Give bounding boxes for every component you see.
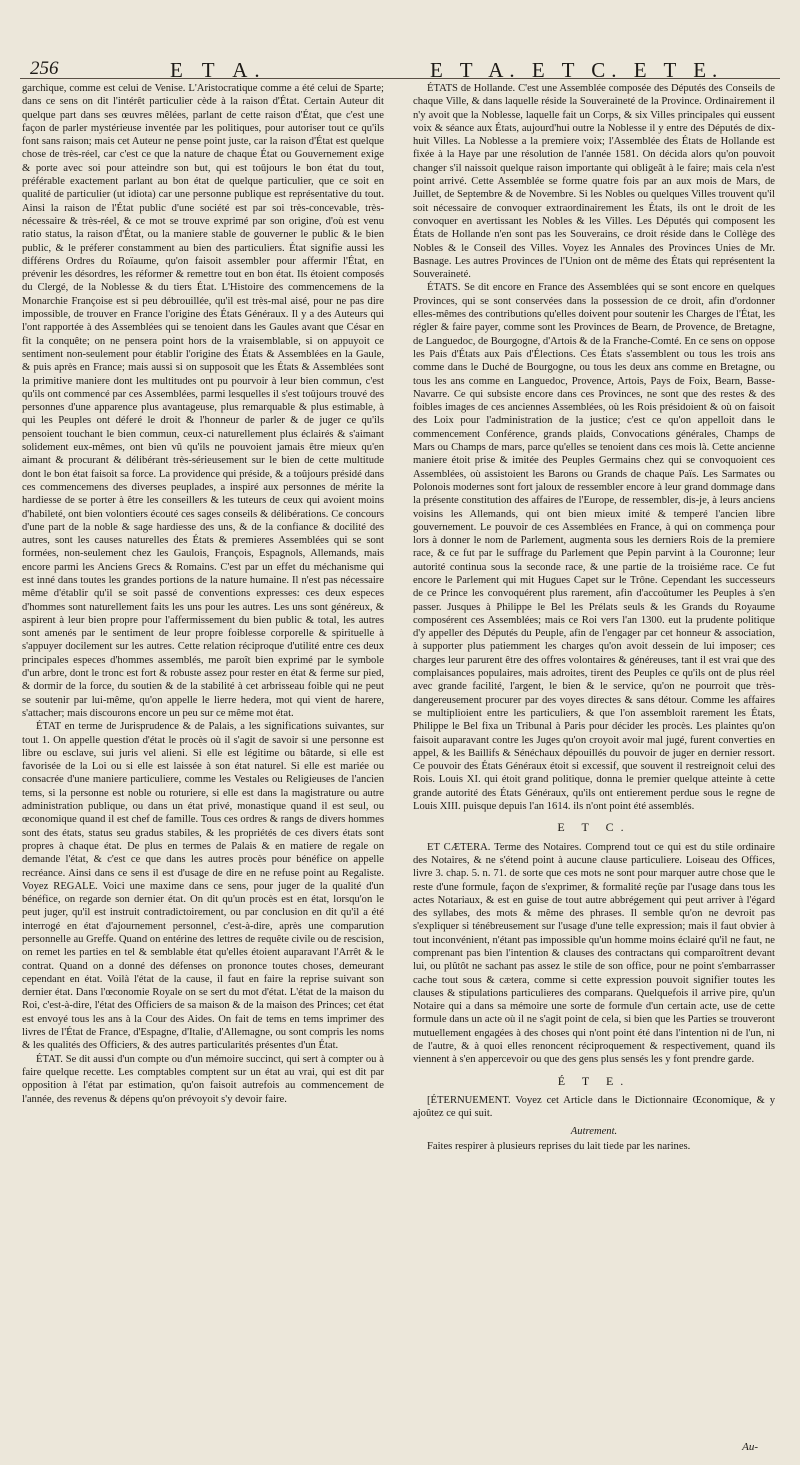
catchword: Au- [742,1441,758,1453]
entry-paragraph: ÉTATS. Se dit encore en France des Assemblées qui se sont encore en quelques Provinces, qui se sont conservées dans la possession de ce droit, afin d'ordonner elles-mêmes des contributions qu'elles doivent pour soutenir les Charges de l'État, les régler & faire payer, comme sont les Provinces de Bearn, de Provence, de Bretagne, de Languedoc, de Bourgogne, d'Artois & de la Franche-Comté. En ce sens on oppose les Pais d'États aux Pais d'Élections. Ces États s'assemblent ou tous les trois ans comme dans le Duché de Bourgogne, ou tous les deux ans comme en Bretagne, ou tous les ans comme en Languedoc, Provence, Artois, Pays de Foix, Bearn, Basse-Navarre. Ce qui subsiste encore dans ces Provinces, ne sont que des restes & des foibles images de ces anciennes Assemblées, où les Rois présidoient & où on faisoit des Loix pour l'administration de la justice; c'est ce qu'on appelloit dans le commencement Conférence, grands plaids, Convocations générales, Champs de Mars ou Champs de mars, parce qu'elles se tenoient dans ces mois là. Cette ancienne maniere étoit prise & imitée des Peuples Germains chez qui se convoquoient ces Assemblées, où assistoient les Barons ou Grands de chaque Païs. Les Sarmates ou Polonois modernes sont fort jaloux de ressembler encore à leur grand dommage dans la présente constitution des affaires de l'Europe, de ressembler, dis-je, à leurs anciens voisins les Allemands, qui ont bien mieux imité & temperé l'ancien libre gouvernement. Le pouvoir de ces Assemblées en France, à qui on commença pour lors à donner le nom de Parlement, augmenta sous les derniers Rois de la premiere race, & ce fut par le suffrage du Parlement que Pepin parvint à la Couronne; leur autorité continua sous la seconde race, & une partie de la troisiéme race. Ce fut encore le Parlement qui mit Hugues Capet sur le Trône. Cependant les successeurs de ce Prince les convoquérent plus rarement, afin d'accoûtumer les Peuples à s'en passer. Jusques à Philippe le Bel les Prélats seuls & les Grands du Royaume composérent ces Assemblées; mais ce Roi vers l'an 1300. eut la prudente politique d'y appeller des Députés du Peuple, afin de l'engager par cet honneur & association, à supporter plus patiemment les charges qu'on avoit dessein de lui imposer; ces charges leur parurent être des offres volontaires & généreuses, tant il est vrai que des complaisances populaires, mais adroites, tirent des Peuples ce qu'ils ont de plus réel avec grande facilité, l'argent, le bien & le service, qu'on ne pourroit que très-dangereusement procurer par des voyes directes & sans détour. Comme les affaires se multiplioient entre les particuliers, & que l'on assembloit rarement les États, Philippe le Bel fixa un Tribunal à Paris pour décider les procès. Les plaintes qu'on faisoit auparavant contre les Juges qu'on croyoit avoir mal jugé, furent converties en appel, & les Baillifs & Sénéchaux dépouillés du pouvoir de juger en dernier ressort. Ce pouvoir des États Généraux étoit si excessif, que souvent il restreignoit celui des Rois. Louis XI. qui étoit grand politique, donna le premier quelque atteinte à cette grande autorité des États Généraux, qu'ils ont entierement perdue sous le regne de Louis XIII. puisque depuis l'an 1614. ils n'ont point été assemblés. [413,282,775,813]
entry-paragraph: garchique, comme est celui de Venise. L'Aristocratique comme a été celui de Sparte; dans ce sens on dit l'intérêt particulier cède à la raison d'État. Certain Auteur dit quelque part dans ses œuvres mêlées, parlant de cette raison d'État, que c'est une façon de parler mystérieuse inventée par les politiques, pour autoriser tout ce qu'ils font sans raison; mais cet Auteur ne pense point juste, car la raison d'État est quelque chose de très-réel, car c'est ce que la nature de chaque État ou Gouvernement exige & porte avec soi pour atteindre son but, qui est toûjours le bon état du tout, préférable exactement parlant au bon état de quelque particulier, que ce soit en qualité de particulier (ut idiota) car une personne publique est représentative du tout. Ainsi la raison de l'État public d'une société est par soi très-concevable, très-nécessaire & très-réel, & ce mot se trouve exprimé par son origine, d'où est venu ratio status, la raison d'État, ou la maniere stable de gouverner le public & le bien public, & le préferer constamment au bien des particuliers. État signifie aussi les différens Ordres du Roïaume, qu'on faisoit assembler pour affermir l'État, en prévenir les désordres, les réformer & remettre tout en bon état. Ils étoient composés du Clergé, de la Noblesse & du tiers État. L'Histoire des commencemens de la Monarchie Françoise est si peu débrouillée, qu'il est très-mal aisé, pour ne pas dire impossible, de trouver en France l'origine des États Généraux. Il y a des Auteurs qui l'ont rapportée à des Assemblées qui se tenoient dans les Gaules avant que César en fit la conquête; on ne pensera point hors de la vraisemblable, si on appuyoit ce sentiment non-seulement pour établir l'origine des États & Assemblées en la Gaule, & puis après en France; mais aussi si on supposoit que les États & Assemblées sont la primitive maniere dont les multitudes ont pu pourvoir à leur bien commun, c'est qu'ils ont commencé par ces Assemblées, parmi lesquelles il s'est toûjours trouvé des personnes d'une apparence plus avantageuse, plus remarquable & plus estimable, à qui les Peuples ont déferé le droit & l'honneur de parler & de juger ce qu'ils pensoient touchant le bien commun, ceux-ci naturellement plus éclairés & s'aimant solidement eux-mêmes, ont bien vû qu'ils ne pouvoient jamais être mieux qu'en aimant & procurant & délibérant très-sérieusement sur le bien de cette multitude dont le bon état faisoit sa force. La providence qui préside, & a toûjours présidé dans ces commencemens des diverses peuplades, a inspiré aux personnes de mérite la hardiesse de se porter à être les conseillers & les tuteurs de ceux qui avoient moins d'habileté, ont bien volontiers écouté ces sages conseils & délibérations. Ce concours d'une part de la noble & sage hardiesse des uns, & de la confiance & docilité des autres, sont les causes naturelles des États & premieres Assemblées qui se sont formées, non-seulement chez les Gaulois, François, Espagnols, Allemands, mais encore parmi les Anciens Grecs & Romains. C'est par un effet du méchanisme qui est inné dans toutes les grandes portions de la nature humaine. Il n'est pas nécessaire même d'établir qu'il se soit passé de conventions expresses: ces deux especes d'hommes sont naturellement faits les uns pour les autres. Les uns sont généreux, & aspirent à leur bien propre pour l'affermissement du bien public & total, les autres sont amenés par le sentiment de leur propre foiblesse corporelle & spirituelle à s'appuyer docilement sur les autres. Cette relation réciproque d'utilité entre ces deux principales especes d'hommes assemblés, me paroît bien exprimé par le symbole d'un arbre, dont le tronc est fort & robuste assez pour rester en état & ferme sur pied, & dormir de la force, du soutien & de la stabilité à cet arbrisseau foible qui ne peut se soutenir par lui-même, qu'on appelle le lierre hedera, mot qui vient de harere, s'attacher; mais discourons encore un peu sur ce même mot état. [22,83,384,719]
left-column [22,82,384,1454]
left-running-head: E T A. [170,58,267,82]
section-title-ete: É T E. [557,1073,631,1088]
right-running-head: E T A. E T C. E T E. [430,58,724,82]
entry-paragraph: Faites respirer à plusieurs reprises du lait tiede par les narines. [427,1140,691,1152]
page-number: 256 [30,58,59,79]
entry-paragraph: ÉTATS de Hollande. C'est une Assemblée composée des Députés des Conseils de chaque Ville, & dans laquelle réside la Souveraineté de la Province. Ordinairement il n'y avoit que la Noblesse, laquelle fait un Corps, & six Villes principales qui eussent voix & séance aux États, aujourd'hui outre la Noblesse il y entre des Députés de dix-huit Villes. La Noblesse a la premiere voix; l'Assemblée des États de Hollande est fixée à la Haye par une résolution de l'année 1581. On décida alors qu'on pouvoit changer s'il naissoit quelque raison importante qui obligeât à le faire; mais cela n'est point arrivé. Cette Assemblée se forme quatre fois par an aux mois de Mars, de Juillet, de Septembre & de Novembre. Si les Nobles ou quelques Villes trouvent qu'il soit nécessaire de convoquer extraordinairement les États, ils ont le droit de les convoquer en avertissant les Nobles & les Villes. Les Députés qui composent les États de Hollande n'en sont pas les Souverains, ce droit réside dans le Collège des Nobles & le Conseil des Villes. Voyez les Annales des Provinces Unies de Mr. Basnage. Les autres Provinces de l'Union ont de même des États qui représentent la Souveraineté. [413,83,775,281]
entry-paragraph: ET CÆTERA. Terme des Notaires. Comprend tout ce qui est du stile ordinaire des Notaires, & ne s'étend point à aucune clause particuliere. Loiseau des Offices, livre 3. chap. 5. n. 71. de sorte que ces mots ne sont pour marquer autre chose que le reste d'une formule, façon de s'exprimer, & formalité reçûe par l'usage dans tous les actes Notariaux, & est en guise de tout autre abbrégement qui peut arriver à l'égard des syllabes, des mots & même des phrases. Il semble qu'on ne devroit pas s'expliquer si ténébreusement sur l'usage d'une telle expression; mais il faut obvier à tout inconvénient, n'étant pas impossible qu'un homme moins éclairé qu'il ne faut, ne comprenant pas bien l'intention & clauses des contractans qui comparoîtrent devant lui, ou plûtôt ne sachant pas assez le stile de son office, pour ne point s'embarrasser cache tout sous & cætera, comme si cette expression pouvoit signifier toutes les clauses & stipulations particulieres des comparans. Quelquefois il arrive pire, qu'un Notaire qui a dans sa mémoire une sorte de formule d'un certain acte, use de cette formule dans un acte où il ne s'agit point de cela, si bien que les Parties se trouveront mutuellement engagées à des choses qui n'ont point été dans l'intention ni de l'un, ni de l'autre, & à quoi elles renoncent réciproquement & respectivement, quand ils viennent à s'en appercevoir ou que des gens plus sensés les y font prendre garde. [413,841,775,1066]
entry-paragraph: ÉTAT. Se dit aussi d'un compte ou d'un mémoire succinct, qui sert à compter ou à faire quelque recette. Les comptables comptent sur un état au vrai, qui est dit par opposition à l'état par estimation, qu'on faisoit autrefois au commencement de l'année, des revenus & dépens qu'on prévoyoit s'y devoir faire. [22,1053,384,1105]
entry-paragraph: [ÉTERNUEMENT. Voyez cet Article dans le Dictionnaire Œconomique, & y ajoûtez ce qui suit. [413,1094,775,1120]
header-rule [20,78,780,79]
entry-paragraph: ÉTAT en terme de Jurisprudence & de Palais, a les significations suivantes, sur tout 1. On appelle question d'état le procès où il s'agit de savoir si une personne est libre ou esclave, sui juris vel alieni. Si elle est légitime ou bâtarde, si elle est favorisée de la Loi ou si elle est laissée à son état naturel. Si elle est mariée ou consacrée d'une maniere particuliere, comme les Vestales ou Religieuses de l'ancien tems, si la personne est noble ou roturiere, si elle est dans la magistrature ou autre administration publique, ou dans un état privé, monastique quand il est seul, ou œconomique quand il est chef de famille. Tous ces ordres & rangs de divers hommes sont des états, status seu gradus stabiles, & les propriétés de ces divers états sont propres à chaque état. De plus en termes de Palais & en matiere de regale on demande l'état, & c'est ce que dans les autres procès pour bénéfice on appelle recréance. Ainsi dans ce sens il est d'usage de dire en ne refuse point au Regaliste. Voyez REGALE. Voici une maxime dans ce sens, pour juger de la qualité d'un bénéfice, on regarde son dernier état. On dit qu'un procès est en état, lorsqu'on le peut juger, qu'il est instruit contradictoirement, ou par conclusion en dit qu'il a été interrogé en état d'ajournement personnel, c'est-à-dire, après une comparution personnelle au Greffe. Quand on entérine des lettres de requête civile ou de rescision, on remet les parties en tel & semblable état qu'elles étoient auparavant l'Arrêt & le contrat. Quand on a donné des défenses on prononce toutes choses, demeurant cependant en état. Voilà l'état de la cause, il faut en faire la reprise suivant son dernier état. Dans l'œconomie Royale on se sert du mot d'état. L'état de la maison du Roi, c'est-à-dire, l'état des Officiers de sa maison & de la maison des Princes; cet état est envoyé tous les ans à la Cour des Aides. On fait de tems en tems imprimer des livres de l'État de France, d'Espagne, d'Italie, d'Allemagne, ou sont compris les noms & les qualités des Officiers, & des autres particularités présentes d'un État. [22,721,384,1052]
subheading: Autrement. [570,1125,618,1137]
right-column [413,82,775,1454]
section-title-etc: E T C. [557,820,631,835]
